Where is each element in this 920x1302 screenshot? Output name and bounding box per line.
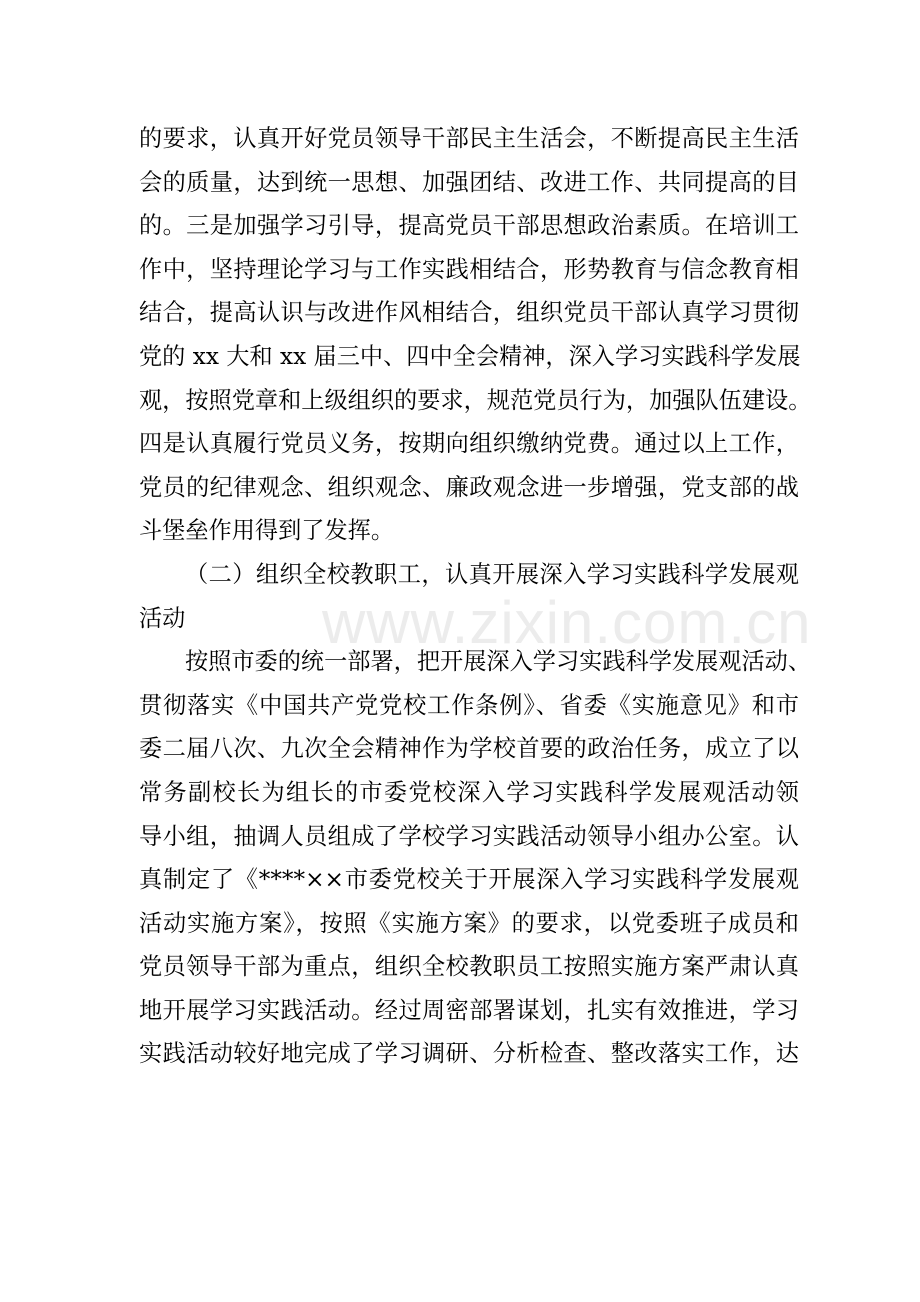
text-line: 地开展学习实践活动。经过周密部署谋划，扎实有效推进，学习 [139,996,799,1024]
text-line: 委二届八次、九次全会精神作为学校首要的政治任务，成立了以 [139,735,799,763]
text-line: 真制定了《****××市委党校关于开展深入学习实践科学发展观 [139,866,799,894]
text-line: 作中，坚持理论学习与工作实践相结合，形势教育与信念教育相 [139,255,799,283]
text-line: 导小组，抽调人员组成了学校学习实践活动领导小组办公室。认 [139,822,799,850]
text-line: 观，按照党章和上级组织的要求，规范党员行为，加强队伍建设。 [139,386,812,414]
text-line: 党员的纪律观念、组织观念、廉政观念进一步增强，党支部的战 [139,473,799,501]
text-line: 贯彻落实《中国共产党党校工作条例》、省委《实施意见》和市 [139,691,799,719]
text-line: 的。三是加强学习引导，提高党员干部思想政治素质。在培训工 [139,212,799,240]
text-line: 党的 xx 大和 xx 届三中、四中全会精神，深入学习实践科学发展 [139,342,801,370]
text-line: 党员领导干部为重点，组织全校教职员工按照实施方案严肃认真 [139,953,799,981]
text-line: 活动实施方案》，按照《实施方案》的要求，以党委班子成员和 [139,909,799,937]
text-line: 结合，提高认识与改进作风相结合，组织党员干部认真学习贯彻 [139,299,799,327]
section-heading-continued: 活动 [139,604,186,632]
body-text [139,117,812,1076]
section-heading: （二）组织全校教职工，认真开展深入学习实践科学发展观 [185,560,799,588]
watermark: www.zixin.com.cn [322,589,812,656]
text-line: 会的质量，达到统一思想、加强团结、改进工作、共同提高的目 [139,168,799,196]
text-line: 的要求，认真开好党员领导干部民主生活会，不断提高民主生活 [139,125,799,152]
text-line: 实践活动较好地完成了学习调研、分析检查、整改落实工作，达 [139,1040,799,1068]
text-line: 按照市委的统一部署，把开展深入学习实践科学发展观活动、 [185,648,812,676]
text-line: 斗堡垒作用得到了发挥。 [139,517,395,545]
text-line: 四是认真履行党员义务，按期向组织缴纳党费。通过以上工作， [139,430,799,458]
text-line: 常务副校长为组长的市委党校深入学习实践科学发展观活动领 [139,778,799,806]
